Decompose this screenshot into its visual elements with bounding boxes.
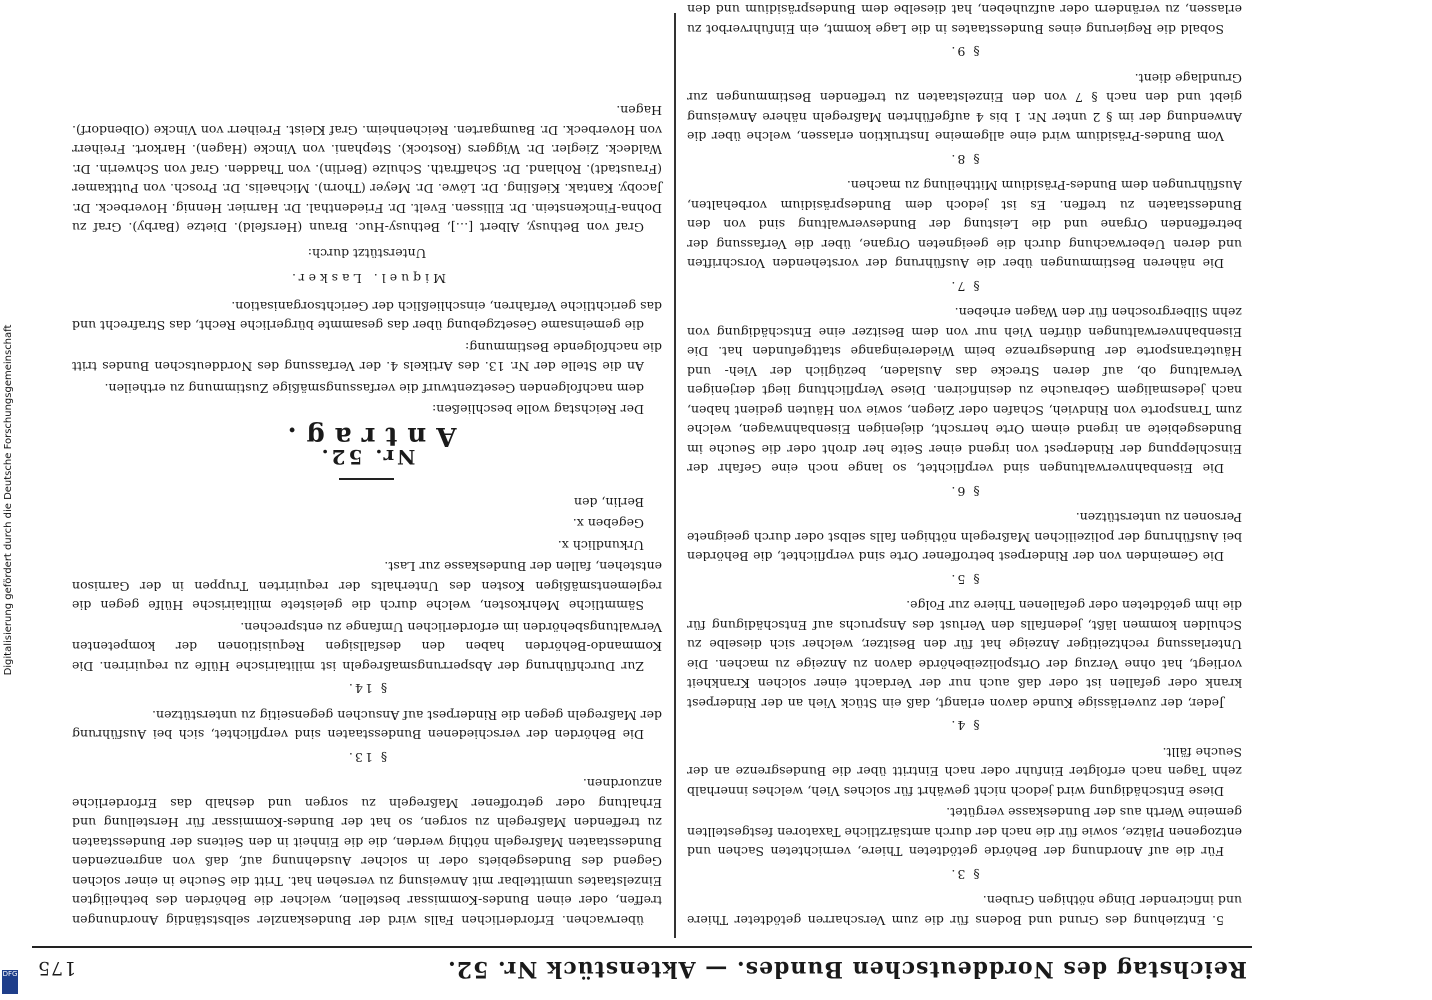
section-heading: § 7. xyxy=(949,279,980,294)
column-divider xyxy=(674,13,676,938)
section-heading: § 4. xyxy=(949,718,980,734)
paragraph: Gegeben x. xyxy=(572,516,644,532)
right-column xyxy=(72,20,662,930)
paragraph: Jeder, der zuverlässige Kunde davon erlangt, daß ein Stück Vieh an der Rinderpest krank oder gefallen ist oder daß auch nur der Verdacht einer solchen Krankheit vorliegt, hat ohne Verzug der Ortspolizeibehörde davon zu Anzeige zu machen. Die Unterlassung rechtzeitiger Anzeige hat für den Besitzer, welcher sich dieselbe zu Schulden kommen läßt, jedenfalls den Verlust des Anspruchs auf Entschädigung für die ihm getödteten oder gefallenen Thiere zur Folge. xyxy=(687,598,1242,711)
paragraph: Sämmtliche Mehrkosten, welche durch die geleistete militairische Hülfe gegen die reglementsmäßigen Kosten des Unterhalts der requirirten Truppen in der Garnison entstehen, fallen der Bundeskasse zur Last. xyxy=(72,559,662,614)
section-heading: § 6. xyxy=(949,484,980,499)
document-title: Antrag. xyxy=(277,421,457,451)
page-number: 175 xyxy=(37,957,77,979)
paragraph: Urkundlich x. xyxy=(557,538,644,553)
paragraph: Graf von Bethusy, Albert […], Bethusy-Huc. Braun (Hersfeld). Dietze (Barby). Graf zu Dohna-Finckenstein. Dr. Ellissen. Evelt. Dr. Friedenthal. Dr. Harnier. Hennig. Hoverbeck. Dr. Jacoby. Kantak. Kießling. Dr. Löwe. Dr. Meyer (Thorn). Michaelis. Dr. Prosch. von Puttkamer (Fraustadt). Rohland. Dr. Schaffrath. Schulze (Berlin). von Thadden. Graf von Schwerin. Dr. Waldeck. Ziegler. Dr. Wiggers (Rostock). Stephani. von Vincke (Hagen). Harkort. Freiherr von Hoverbeck. Dr. Baumgarten. Reichenheim. Graf Kleist. Freiherr von Vincke (Olbendorf). Hagen. xyxy=(72,103,662,236)
credit-text: Digitalisierung gefördert durch die Deutsche Forschungsgemeinschaft xyxy=(3,324,14,676)
signatories: Miquel. Lasker. xyxy=(288,271,446,287)
section-rule xyxy=(340,479,395,481)
paragraph: Die Gemeinden von der Rinderpest betroffener Orte sind verpflichtet, die Behörden bei Ausführung der polizeilichen Maßregeln nöthigen falls selbst oder durch geeignete Personen zu unterstützen. xyxy=(687,510,1242,565)
paragraph: überwachen. Erforderlichen Falls wird der Bundeskanzler selbstständig Anordnungen treffen, oder einen Bundes-Kommissar bestellen, welcher die Behörden des betheiligten Einzelstaates unmittelbar mit Anweisung zu versehen hat. Tritt die Seuche in einer solchen Gegend des Bundesgebiets oder in solcher Ausdehnung auf, daß von angrenzenden Bundesstaaten Maßregeln nöthig werden, die die Einheit in den Seitens der Bundesstaaten zu treffenden Maßregeln zu sorgen, so hat der Bundes-Kommissar für Herstellung und Erhaltung oder getroffener Maßregeln zu sorgen und deshalb das Erforderliche anzuordnen. xyxy=(72,776,662,928)
left-column xyxy=(687,2,1242,930)
document-number: Nr. 52. xyxy=(318,445,416,470)
paragraph: die gemeinsame Gesetzgebung über das gesammte bürgerliche Recht, das Strafrecht und das gerichtliche Verfahren, einschließlich der Gerichtsorganisation. xyxy=(72,299,662,334)
paragraph: Berlin, den xyxy=(573,495,644,510)
paragraph: Die näheren Bestimmungen über die Ausführung der vorstehenden Vorschriften und deren Ueberwachung durch die geeigneten Organe, über die Verfassung der betreffenden Organe und die Leistung der Bundesverwaltung sind von den Bundesstaaten zu treffen. Es ist jedoch dem Bundespräsidium vorbehalten, Ausführungen dem Bundes-Präsidium Mittheilung zu machen. xyxy=(687,178,1242,272)
supported-by-label: Unterstützt durch: xyxy=(307,246,427,261)
document-page xyxy=(20,0,1432,1000)
paragraph: Vom Bundes-Präsidium wird eine allgemeine Instruktion erlassen, welche über die Anwendung der im § 2 unter Nr. 1 bis 4 aufgeführten Maßregeln nähere Anweisung giebt und den nach § 7 von den Einzelstaaten zu treffenden Bestimmungen zur Grundlage dient. xyxy=(687,71,1242,145)
digitization-credit xyxy=(2,0,18,1000)
paragraph: Zur Durchführung der Absperrungsmaßregeln ist militairische Hülfe zu requiriren. Die Kommando-Behörden haben den desfallsigen Requisitionen der kompetenten Verwaltungsbehörden im erforderlichen Umfange zu entsprechen. xyxy=(72,620,662,674)
section-heading: § 8. xyxy=(949,152,980,167)
header-rule xyxy=(32,946,1252,948)
section-heading: § 9. xyxy=(949,44,980,60)
paragraph: An die Stelle der Nr. 13. des Artikels 4. der Verfassung des Norddeutschen Bundes tritt die nachfolgende Bestimmung: xyxy=(72,340,662,375)
section-heading: § 14. xyxy=(346,681,388,697)
section-heading: § 13. xyxy=(346,750,388,765)
section-heading: § 5. xyxy=(949,572,980,587)
paragraph: Sobald die Regierung eines Bundesstaates in die Lage kommt, ein Einfuhrverbot zu erlassen, zu verändern oder aufzuheben, hat dieselbe dem Bundespräsidium und den xyxy=(687,2,1242,37)
paragraph: dem nachfolgenden Gesetzentwurf die verfassungsmäßige Zustimmung zu ertheilen. xyxy=(104,381,644,396)
paragraph: Die Eisenbahnverwaltungen sind verpflichtet, so lange noch eine Gefahr der Einschleppung der Rinderpest von irgend einer Seite her droht oder die Seuche im Bundesgebiete an irgend einem Orte herrscht, diejenigen Eisenbahnwagen, welche zum Transporte von Rindvieh, Schafen oder Ziegen, sowie von Häuten gedient haben, nach jedesmaligem Gebrauche zu desinficiren. Diese Verpflichtung liegt derjenigen Verwaltung ob, auf deren Strecke das Ausladen, bezüglich der Vieh- und Häutetransporte der Bundesgrenze beim Wiedereingange stattgefunden hat. Die Eisenbahnverwaltungen dürfen Vieh nur von dem Besitzer eine Entschädigung von zehn Silbergroschen für den Wagen erheben. xyxy=(687,305,1242,477)
running-title: Reichstag des Norddeutschen Bundes. — Aktenstück Nr. 52. xyxy=(447,956,1247,982)
dfg-logo: DFG xyxy=(2,970,18,994)
section-heading: § 3. xyxy=(949,867,980,882)
paragraph: Der Reichstag wolle beschließen: xyxy=(432,402,644,418)
paragraph: Diese Entschädigung wird jedoch nicht gewährt für solches Vieh, welches innerhalb zehn Tagen nach erfolgter Einfuhr oder nach Eintritt über die Bundesgrenze an der Seuche fällt. xyxy=(687,745,1242,799)
page-header xyxy=(37,952,1247,982)
paragraph: Die Behörden der verschiedenen Bundesstaaten sind verpflichtet, sich bei Ausführung der Maßregeln gegen die Rinderpest auf Ansuchen gegenseitig zu unterstützen. xyxy=(72,708,662,743)
paragraph: Für die auf Anordnung der Behörde getödteten Thiere, vernichteten Sachen und entzogenen Plätze, sowie für die nach der durch amtsärztliche Taxatoren festgestellten gemeine Werth aus der Bundeskasse vergütet. xyxy=(687,805,1242,860)
paragraph: 5. Entziehung des Grund und Bodens für die zum Verscharren getödteter Thiere und inficirender Dinge nöthigen Gruben. xyxy=(687,893,1242,928)
